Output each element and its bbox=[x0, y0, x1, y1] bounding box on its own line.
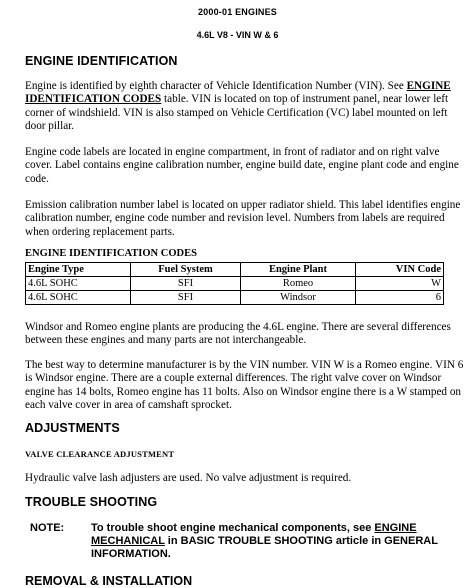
paragraph-text: Engine is identified by eighth character of Vehicle Identification Number (VIN). See bbox=[25, 80, 407, 92]
note-text-part: in BASIC TROUBLE SHOOTING article in GENERAL INFORMATION. bbox=[91, 535, 438, 560]
engine-identification-heading: ENGINE IDENTIFICATION bbox=[25, 54, 178, 68]
paragraph-text: table. VIN is located on top of instrument panel, near lower left corner of windshield. VIN is also stamped on Vehicle Certification (VC) label mounted on left door pillar. bbox=[25, 93, 449, 133]
table-cell: 4.6L SOHC bbox=[26, 277, 131, 291]
table-cell: 6 bbox=[356, 291, 444, 305]
valve-clearance-paragraph: Hydraulic valve lash adjusters are used. No valve adjustment is required. bbox=[25, 472, 352, 484]
engine-identification-codes-link[interactable]: ENGINE IDENTIFICATION CODES bbox=[25, 80, 451, 106]
engine-identification-paragraph-3: Emission calibration number label is located on upper radiator shield. This label identifies engine calibration number, engine code number and revision level. Numbers from labels are required when ordering replacement parts. bbox=[25, 199, 461, 238]
table-cell: Windsor bbox=[241, 291, 356, 305]
adjustments-heading: ADJUSTMENTS bbox=[25, 421, 120, 435]
table-cell: SFI bbox=[131, 277, 241, 291]
table-header-row bbox=[26, 263, 444, 277]
engine-identification-codes-table bbox=[25, 262, 444, 305]
trouble-shooting-heading: TROUBLE SHOOTING bbox=[25, 495, 158, 509]
column-header-fuel-system: Fuel System bbox=[131, 263, 241, 277]
document-header-title: 2000-01 ENGINES bbox=[197, 7, 278, 17]
column-header-engine-type: Engine Type bbox=[26, 263, 131, 277]
engine-plants-paragraph-2: The best way to determine manufacturer is by the VIN number. VIN W is a Romeo engine. VIN 6 is Windsor engine. There are a couple external differences. The right valve cover on Windsor engine has 14 bolts, Romeo engine has 11 bolts. Also on Windsor engine there is a W stamped on each valve cover in area of camshaft sprocket. bbox=[25, 359, 464, 412]
column-header-engine-plant: Engine Plant bbox=[241, 263, 356, 277]
column-header-vin-code: VIN Code bbox=[356, 263, 444, 277]
table-cell: SFI bbox=[131, 291, 241, 305]
valve-clearance-subheading: VALVE CLEARANCE ADJUSTMENT bbox=[25, 449, 175, 459]
note-text bbox=[91, 522, 461, 561]
table-cell: Romeo bbox=[241, 277, 356, 291]
table-cell: 4.6L SOHC bbox=[26, 291, 131, 305]
table-row bbox=[26, 291, 444, 305]
table-cell: W bbox=[356, 277, 444, 291]
engine-plants-paragraph-1: Windsor and Romeo engine plants are producing the 4.6L engine. There are several differences between these engines and many parts are not interchangeable. bbox=[25, 321, 451, 347]
engine-mechanical-link[interactable]: ENGINE MECHANICAL bbox=[91, 522, 417, 547]
note-text-part: To trouble shoot engine mechanical components, see bbox=[91, 522, 375, 534]
table-row bbox=[26, 277, 444, 291]
engine-identification-paragraph-2: Engine code labels are located in engine compartment, in front of radiator and on right valve cover. Label contains engine calibration number, engine build date, engine plant code and engine code. bbox=[25, 146, 459, 185]
engine-identification-paragraph-1 bbox=[25, 80, 465, 134]
removal-installation-heading: REMOVAL & INSTALLATION bbox=[25, 574, 193, 588]
codes-table-title: ENGINE IDENTIFICATION CODES bbox=[25, 248, 197, 259]
document-header-subtitle: 4.6L V8 - VIN W & 6 bbox=[196, 30, 279, 40]
note-label: NOTE: bbox=[30, 522, 65, 534]
